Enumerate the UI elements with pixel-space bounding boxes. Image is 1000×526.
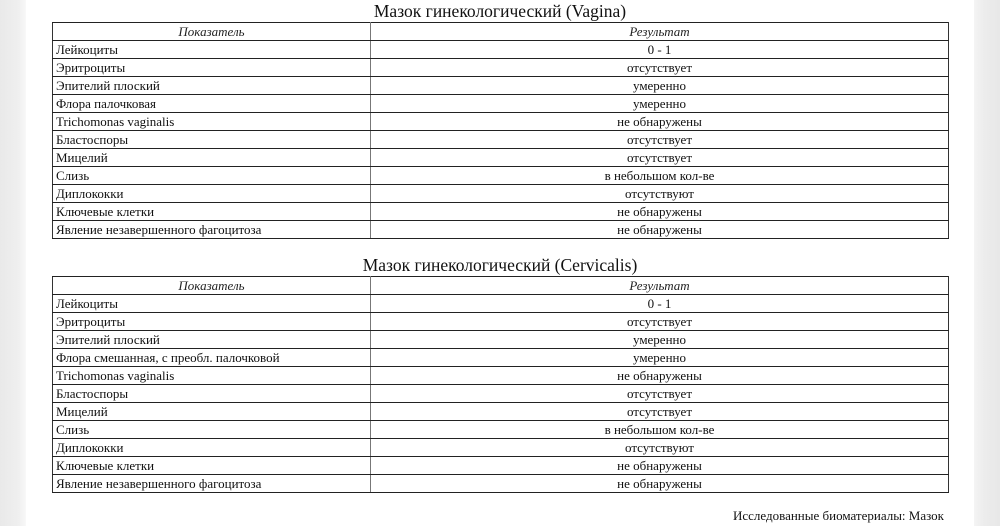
results-table-cervicalis <box>52 276 949 493</box>
left-page-margin <box>0 0 26 526</box>
table-row <box>53 313 949 331</box>
table-row <box>53 59 949 77</box>
table-row <box>53 349 949 367</box>
table-row <box>53 113 949 131</box>
result-cell: не обнаружены <box>371 113 949 131</box>
table-header-row <box>53 23 949 41</box>
column-header-result: Результат <box>371 23 949 41</box>
result-cell: не обнаружены <box>371 475 949 493</box>
indicator-cell: Диплококки <box>53 439 371 457</box>
table-row <box>53 475 949 493</box>
section-title-vagina: Мазок гинекологический (Vagina) <box>373 1 627 21</box>
indicator-cell: Эпителий плоский <box>53 77 371 95</box>
indicator-cell: Trichomonas vaginalis <box>53 367 371 385</box>
table-row <box>53 457 949 475</box>
table-row <box>53 421 949 439</box>
result-cell: отсутствует <box>371 313 949 331</box>
indicator-cell: Эритроциты <box>53 313 371 331</box>
result-cell: не обнаружены <box>371 221 949 239</box>
indicator-cell: Лейкоциты <box>53 295 371 313</box>
result-cell: умеренно <box>371 331 949 349</box>
result-cell: отсутствует <box>371 149 949 167</box>
biomaterials-note: Исследованные биоматериалы: Мазок <box>732 508 944 523</box>
indicator-cell: Слизь <box>53 167 371 185</box>
indicator-cell: Диплококки <box>53 185 371 203</box>
indicator-cell: Ключевые клетки <box>53 203 371 221</box>
indicator-cell: Флора смешанная, с преобл. палочковой <box>53 349 371 367</box>
table-row <box>53 367 949 385</box>
indicator-cell: Мицелий <box>53 403 371 421</box>
result-cell: в небольшом кол-ве <box>371 421 949 439</box>
result-cell: не обнаружены <box>371 203 949 221</box>
table-header-row <box>53 277 949 295</box>
table-row <box>53 439 949 457</box>
table-row <box>53 221 949 239</box>
result-cell: отсутствует <box>371 403 949 421</box>
result-cell: в небольшом кол-ве <box>371 167 949 185</box>
indicator-cell: Эритроциты <box>53 59 371 77</box>
result-cell: умеренно <box>371 95 949 113</box>
table-row <box>53 149 949 167</box>
table-row <box>53 185 949 203</box>
result-cell: отсутствует <box>371 59 949 77</box>
column-header-indicator: Показатель <box>53 277 371 295</box>
indicator-cell: Флора палочковая <box>53 95 371 113</box>
table-row <box>53 203 949 221</box>
table-row <box>53 295 949 313</box>
results-table-vagina <box>52 22 949 239</box>
result-cell: не обнаружены <box>371 457 949 475</box>
result-cell: умеренно <box>371 77 949 95</box>
table-row <box>53 167 949 185</box>
indicator-cell: Бластоспоры <box>53 131 371 149</box>
table-row <box>53 403 949 421</box>
section-title-cervicalis: Мазок гинекологический (Cervicalis) <box>362 255 638 275</box>
result-cell: отсутствуют <box>371 185 949 203</box>
result-cell: отсутствует <box>371 385 949 403</box>
indicator-cell: Бластоспоры <box>53 385 371 403</box>
result-cell: не обнаружены <box>371 367 949 385</box>
result-cell: умеренно <box>371 349 949 367</box>
result-cell: 0 - 1 <box>371 41 949 59</box>
column-header-indicator: Показатель <box>53 23 371 41</box>
column-header-result: Результат <box>371 277 949 295</box>
indicator-cell: Эпителий плоский <box>53 331 371 349</box>
table-row <box>53 77 949 95</box>
indicator-cell: Trichomonas vaginalis <box>53 113 371 131</box>
result-cell: отсутствует <box>371 131 949 149</box>
table-row <box>53 95 949 113</box>
table-row <box>53 41 949 59</box>
table-row <box>53 385 949 403</box>
indicator-cell: Явление незавершенного фагоцитоза <box>53 221 371 239</box>
result-cell: 0 - 1 <box>371 295 949 313</box>
indicator-cell: Слизь <box>53 421 371 439</box>
right-page-margin <box>974 0 1000 526</box>
indicator-cell: Мицелий <box>53 149 371 167</box>
result-cell: отсутствуют <box>371 439 949 457</box>
indicator-cell: Ключевые клетки <box>53 457 371 475</box>
table-row <box>53 131 949 149</box>
indicator-cell: Явление незавершенного фагоцитоза <box>53 475 371 493</box>
indicator-cell: Лейкоциты <box>53 41 371 59</box>
table-row <box>53 331 949 349</box>
